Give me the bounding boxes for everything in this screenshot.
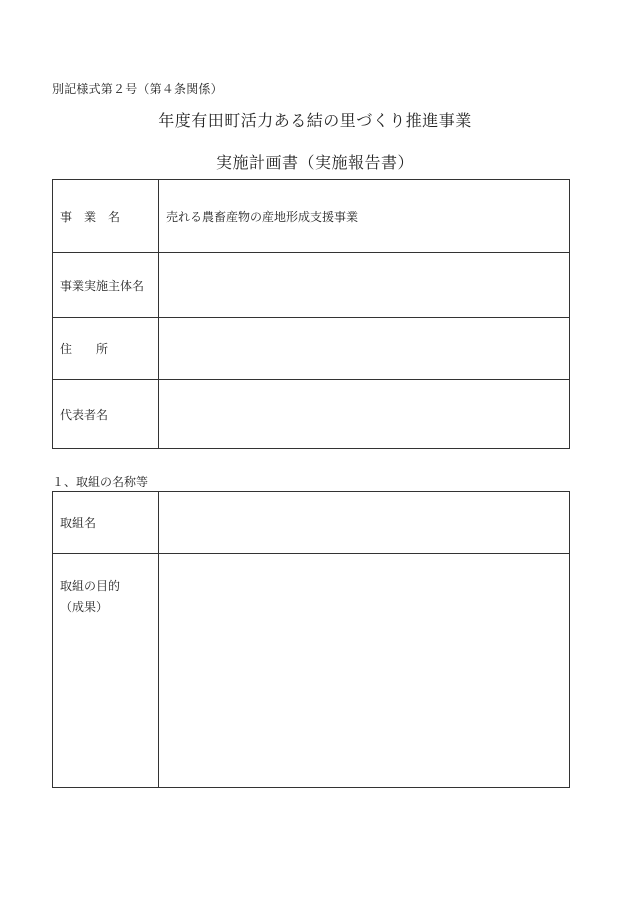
effort-table <box>52 491 570 788</box>
applicant-info-table <box>52 179 570 449</box>
purpose-label <box>53 554 159 788</box>
table-row <box>53 554 570 788</box>
representative-field[interactable] <box>159 380 570 449</box>
table-row <box>53 180 570 253</box>
purpose-label-line1: 取組の目的 <box>60 579 121 593</box>
representative-label: 代表者名 <box>53 380 159 449</box>
form-reference: 別記様式第２号（第４条関係） <box>52 82 223 96</box>
address-field[interactable] <box>159 318 570 380</box>
business-name-field[interactable]: 売れる農畜産物の産地形成支援事業 <box>159 180 570 253</box>
effort-name-field[interactable] <box>159 492 570 554</box>
table-row <box>53 318 570 380</box>
document-subtitle: 実施計画書（実施報告書） <box>215 153 414 172</box>
table-row <box>53 253 570 318</box>
table-row <box>53 492 570 554</box>
entity-name-label: 事業実施主体名 <box>53 253 159 318</box>
purpose-label-line2: （成果） <box>60 600 109 614</box>
effort-name-label: 取組名 <box>53 492 159 554</box>
entity-name-field[interactable] <box>159 253 570 318</box>
section-heading: １、取組の名称等 <box>52 475 149 489</box>
purpose-field[interactable] <box>159 554 570 788</box>
address-label: 住 所 <box>53 318 159 380</box>
document-title: 年度有田町活力ある結の里づくり推進事業 <box>158 111 472 130</box>
business-name-label: 事 業 名 <box>53 180 159 253</box>
table-row <box>53 380 570 449</box>
